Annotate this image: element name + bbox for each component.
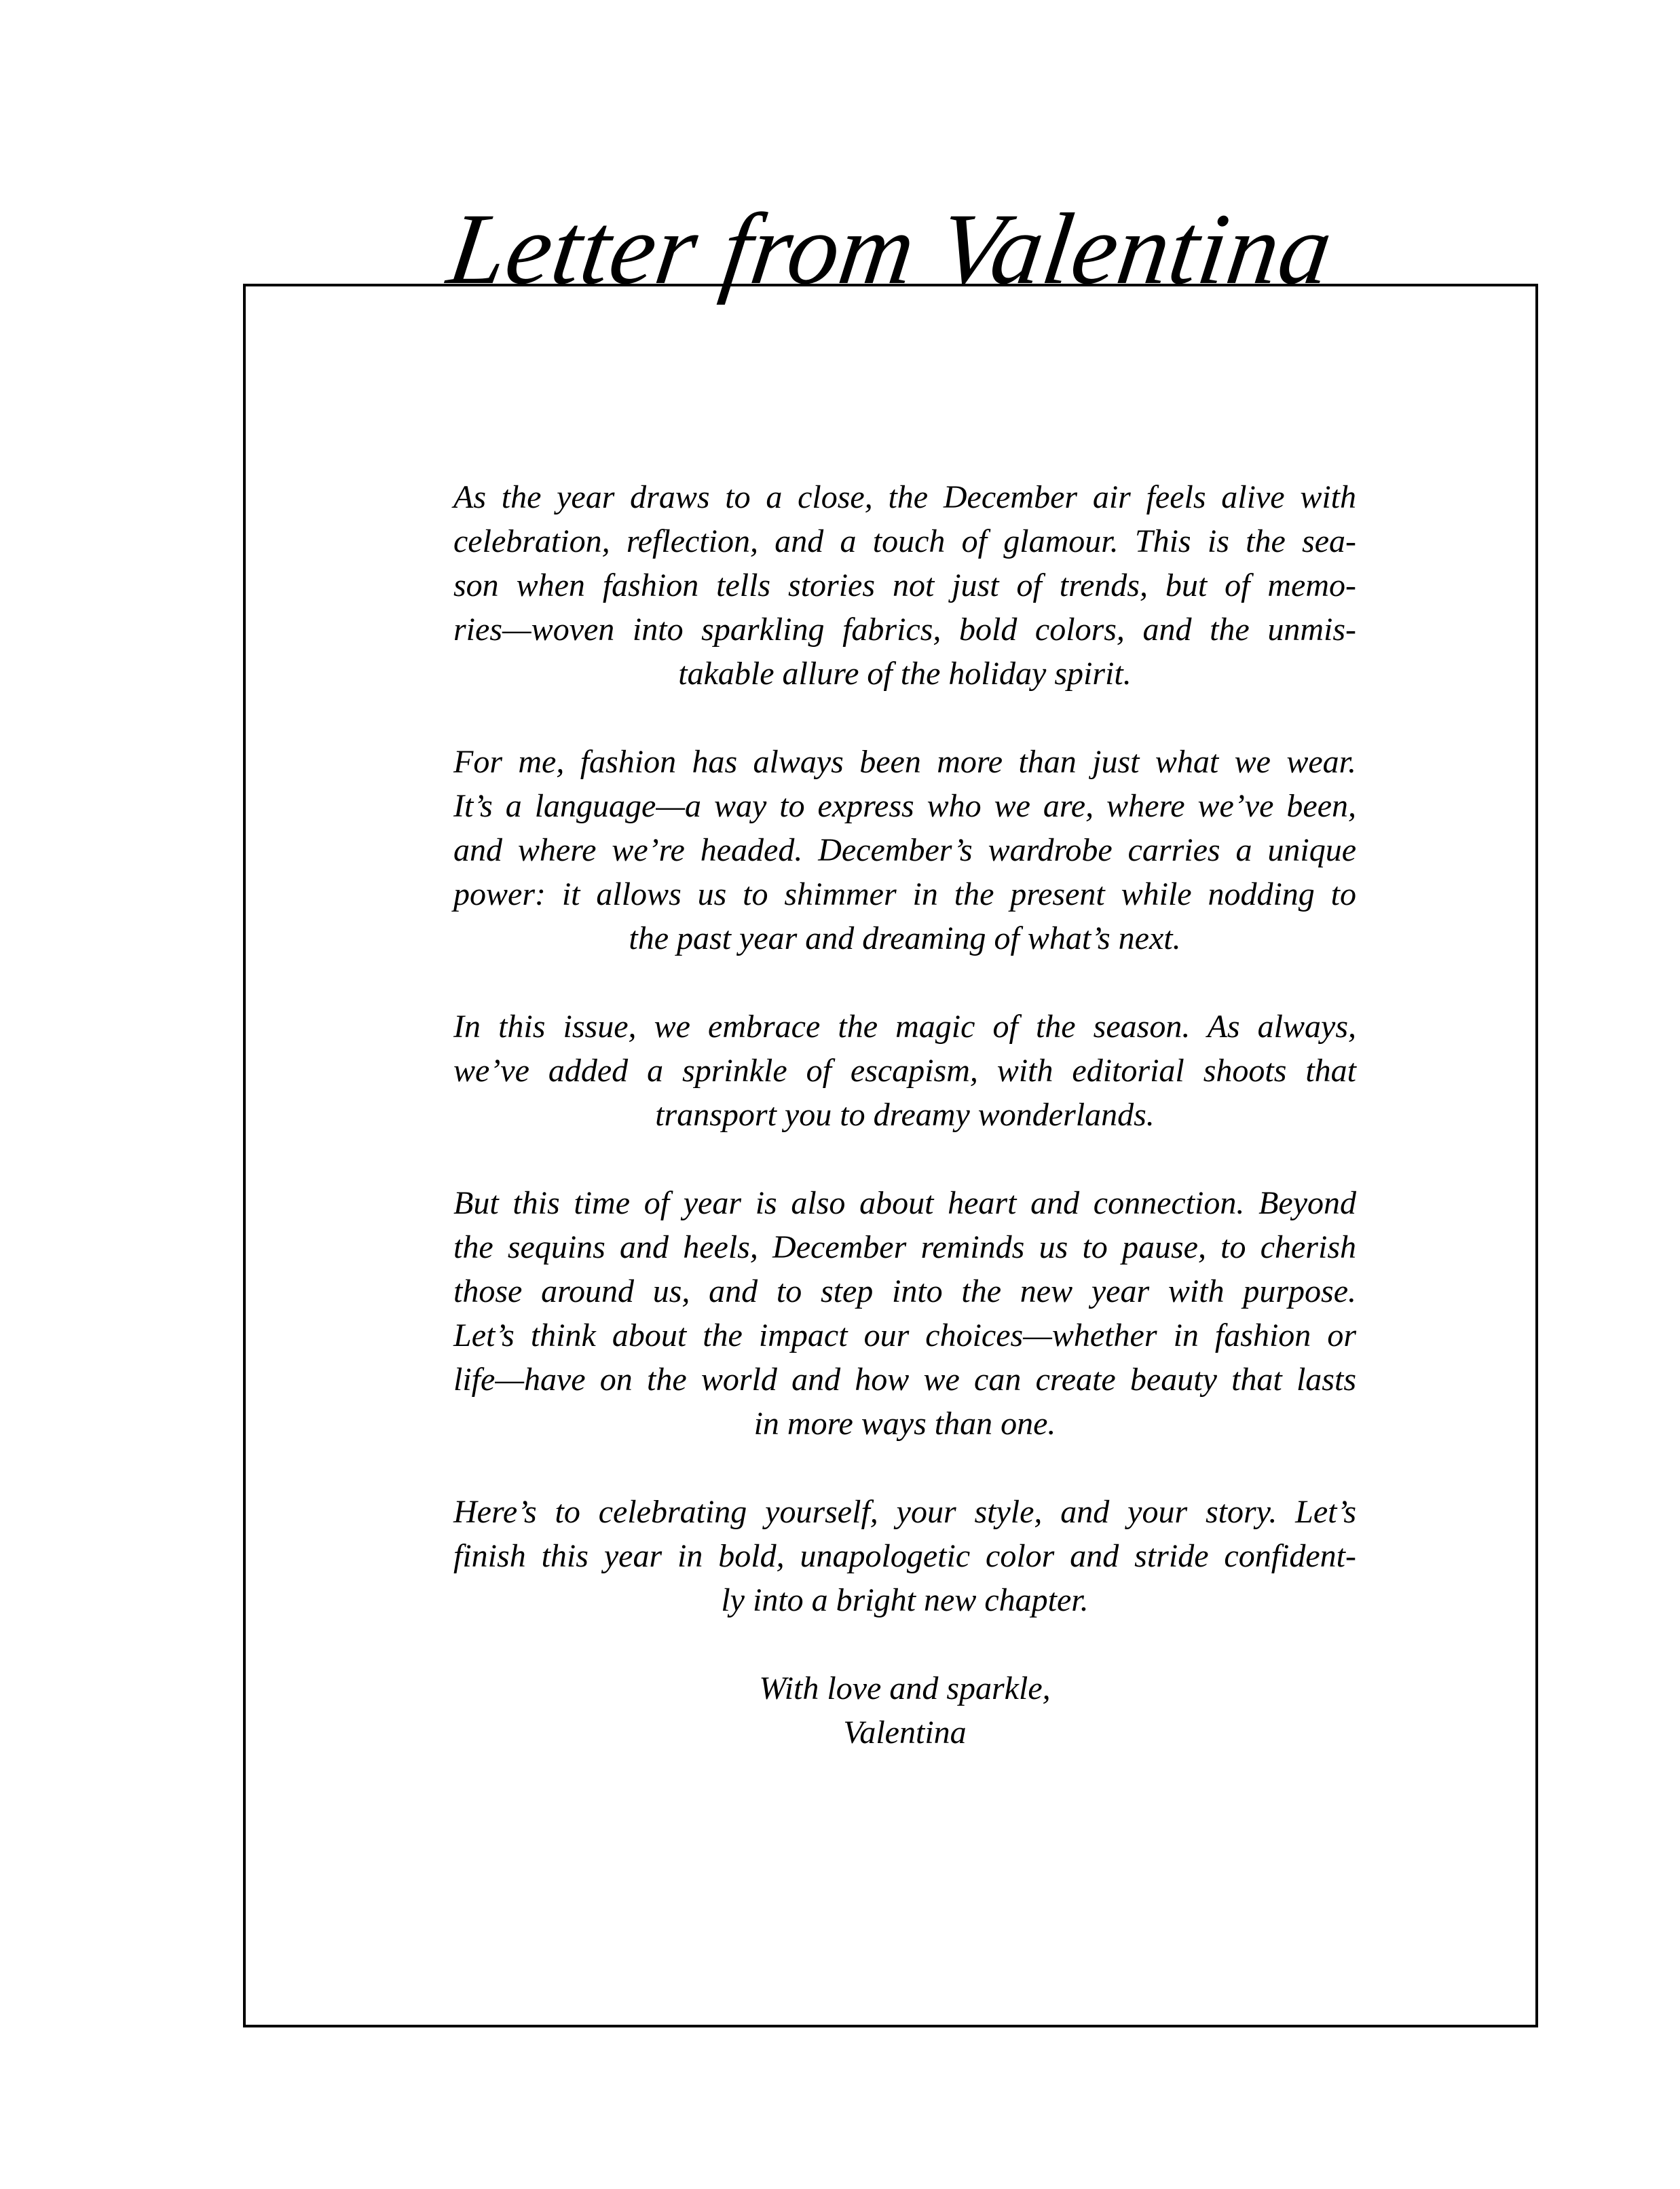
paragraph-line: ries—woven into sparkling fabrics, bold colors, and the unmis- <box>453 612 1356 648</box>
closing-salutation: With love and sparkle, <box>759 1670 1051 1706</box>
paragraph-line: Here’s to celebrating yourself, your style, and your story. Let’s <box>453 1494 1356 1530</box>
paragraph-line: It’s a language—a way to express who we are, where we’ve been, <box>453 788 1356 824</box>
letter-paragraph <box>453 1005 1356 1137</box>
paragraph-line: son when fashion tells stories not just of trends, but of memo- <box>453 567 1356 603</box>
paragraph-line: But this time of year is also about heart and connection. Beyond <box>453 1185 1356 1221</box>
letter-paragraph <box>453 1490 1356 1622</box>
paragraph-line: we’ve added a sprinkle of escapism, with editorial shoots that <box>453 1053 1356 1089</box>
paragraph-line: For me, fashion has always been more than just what we wear. <box>453 744 1356 780</box>
paragraph-line: life—have on the world and how we can create beauty that lasts <box>453 1362 1356 1398</box>
paragraph-line: Let’s think about the impact our choices—whether in fashion or <box>453 1317 1356 1353</box>
paragraph-line: the past year and dreaming of what’s next. <box>629 920 1181 956</box>
paragraph-line: In this issue, we embrace the magic of the season. As always, <box>453 1009 1356 1045</box>
paragraph-line: finish this year in bold, unapologetic color and stride confident- <box>453 1538 1356 1574</box>
letter-closing <box>453 1666 1356 1755</box>
paragraph-line: and where we’re headed. December’s wardrobe carries a unique <box>453 832 1356 868</box>
paragraph-line: celebration, reflection, and a touch of glamour. This is the sea- <box>453 523 1356 559</box>
paragraph-line: transport you to dreamy wonderlands. <box>655 1097 1155 1133</box>
letter-paragraph <box>453 740 1356 960</box>
page-title: Letter from Valentina <box>441 193 1340 305</box>
paragraph-line: takable allure of the holiday spirit. <box>678 656 1132 692</box>
paragraph-line: in more ways than one. <box>753 1406 1056 1442</box>
letter-paragraph <box>453 475 1356 696</box>
paragraph-line: As the year draws to a close, the December air feels alive with <box>453 479 1356 515</box>
letter-body <box>453 475 1356 1755</box>
paragraph-line: ly into a bright new chapter. <box>721 1582 1089 1618</box>
signature-name: Valentina <box>843 1715 967 1751</box>
letter-paragraph <box>453 1181 1356 1446</box>
paragraph-line: power: it allows us to shimmer in the present while nodding to <box>453 876 1356 912</box>
paragraph-line: the sequins and heels, December reminds us to pause, to cherish <box>453 1229 1356 1265</box>
paragraph-line: those around us, and to step into the new year with purpose. <box>453 1273 1356 1309</box>
